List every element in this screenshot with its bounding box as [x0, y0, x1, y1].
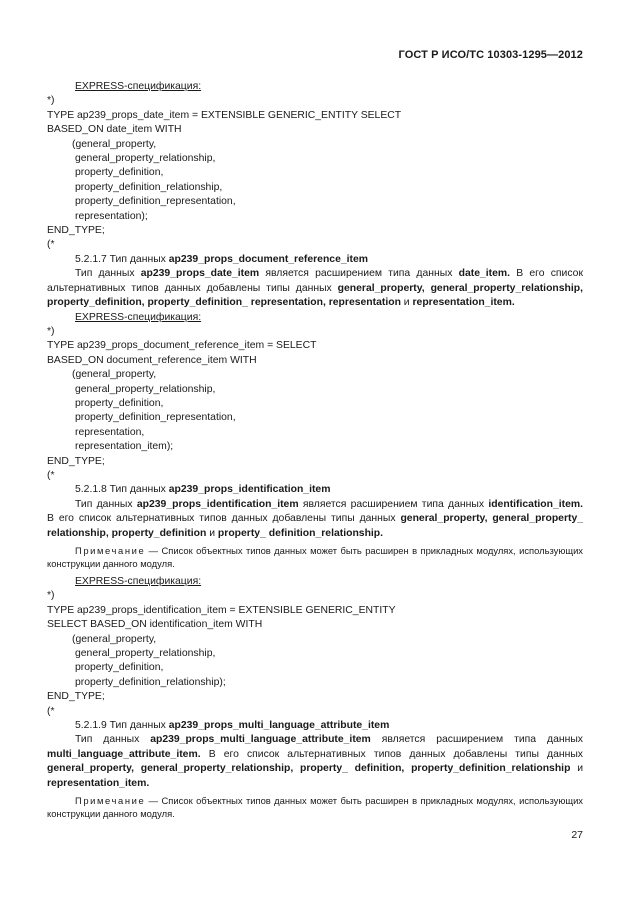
- code-item: representation_item);: [75, 441, 174, 453]
- express-label: EXPRESS-спецификация:: [75, 576, 202, 587]
- page-content: [47, 80, 583, 825]
- code-based-on: BASED_ON date_item WITH: [47, 124, 182, 136]
- page-number: 27: [571, 829, 583, 841]
- code-item: general_property_relationship,: [75, 648, 216, 660]
- section-heading: 5.2.1.7 Тип данных ap239_props_document_reference_item: [75, 253, 368, 265]
- code-item: property_definition_representation,: [75, 412, 236, 424]
- comment-open: *): [47, 590, 55, 602]
- code-end-type: END_TYPE;: [47, 455, 105, 467]
- code-item: property_definition_relationship);: [75, 676, 226, 688]
- section-paragraph: Тип данных ap239_props_identification_item является расширением типа данных identification_item. В его список альтернативных типов данных добавлены типы данных general_property, general_property_ relationship, property_definition и property_ definition_relationship.: [47, 498, 584, 539]
- code-item: property_definition,: [75, 662, 164, 674]
- code-end-type: END_TYPE;: [47, 225, 105, 237]
- code-item: representation,: [75, 426, 145, 438]
- code-based-on: BASED_ON document_reference_item WITH: [47, 354, 257, 366]
- code-item: (general_property,: [72, 369, 157, 381]
- comment-open: *): [47, 95, 55, 107]
- express-label: EXPRESS-спецификация:: [75, 81, 202, 92]
- comment-close: (*: [47, 469, 55, 481]
- code-item: (general_property,: [72, 633, 157, 645]
- code-item: general_property_relationship,: [75, 383, 216, 395]
- document-header: ГОСТ Р ИСО/ТС 10303-1295—2012: [398, 49, 583, 61]
- note-paragraph: Примечание — Список объектных типов данных может быть расширен в прикладных модулях, использующих конструкции данного модуля.: [47, 545, 583, 569]
- section-paragraph: Тип данных ap239_props_multi_language_attribute_item является расширением типа данных multi_language_attribute_item. В его список альтернативных типов данных добавлены типы данных general_property, general_property_relationship, property_ definition, property_definition_relationship и representation_item.: [47, 734, 583, 789]
- note-paragraph: Примечание — Список объектных типов данных может быть расширен в прикладных модулях, использующих конструкции данного модуля.: [47, 795, 583, 820]
- code-item: property_definition,: [75, 167, 164, 179]
- code-item: property_definition,: [75, 397, 164, 409]
- code-type-line: TYPE ap239_props_date_item = EXTENSIBLE GENERIC_ENTITY SELECT: [47, 109, 402, 121]
- section-paragraph: Тип данных ap239_props_date_item является расширением типа данных date_item. В его список альтернативных типов данных добавлены типы данных general_property, general_property_relationship, property_definition, property_definition_ representation, representation и representation_item.: [47, 268, 584, 309]
- comment-close: (*: [47, 705, 55, 717]
- note-label: Примечание: [75, 795, 146, 807]
- code-item: property_definition_representation,: [75, 196, 236, 208]
- code-type-line: TYPE ap239_props_document_reference_item = SELECT: [47, 340, 317, 352]
- code-item: property_definition_relationship,: [75, 181, 223, 193]
- code-based-on: SELECT BASED_ON identification_item WITH: [47, 619, 263, 631]
- code-item: (general_property,: [72, 138, 157, 150]
- code-type-line: TYPE ap239_props_identification_item = EXTENSIBLE GENERIC_ENTITY: [47, 604, 396, 616]
- section-heading: 5.2.1.8 Тип данных ap239_props_identification_item: [75, 484, 331, 496]
- note-label: Примечание: [75, 545, 146, 556]
- express-label: EXPRESS-спецификация:: [75, 311, 202, 323]
- code-end-type: END_TYPE;: [47, 691, 105, 703]
- comment-open: *): [47, 325, 55, 337]
- section-heading: 5.2.1.9 Тип данных ap239_props_multi_language_attribute_item: [75, 720, 390, 732]
- comment-close: (*: [47, 239, 55, 251]
- code-item: representation);: [75, 210, 148, 222]
- code-item: general_property_relationship,: [75, 153, 216, 165]
